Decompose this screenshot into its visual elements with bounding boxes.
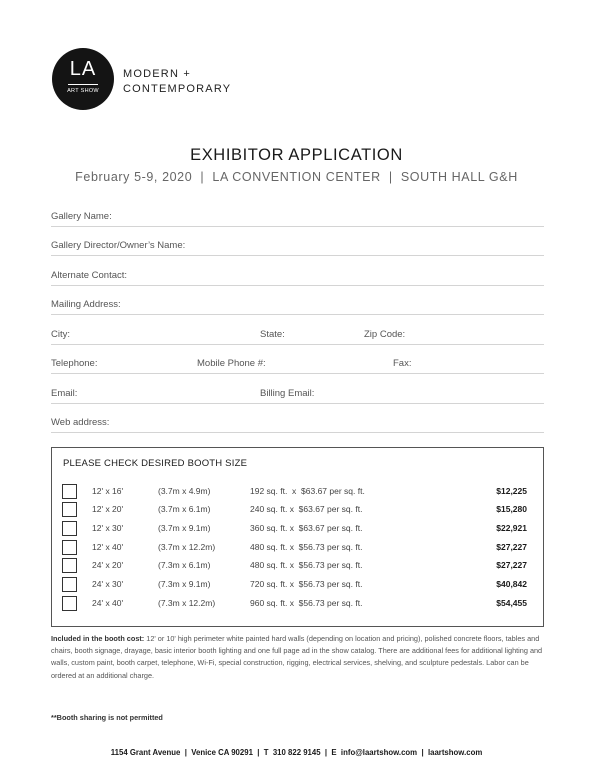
contact-footer: 1154 Grant Avenue | Venice CA 90291 | T 310 822 9145 | E info@laartshow.com | laartshow.com bbox=[110, 748, 483, 757]
gallery-name-field[interactable] bbox=[51, 207, 544, 227]
city-state-zip-row[interactable] bbox=[51, 325, 544, 345]
booth-price: $12,225 bbox=[496, 486, 527, 496]
booth-size-heading: PLEASE CHECK DESIRED BOOTH SIZE bbox=[63, 458, 248, 469]
alternate-contact-field[interactable] bbox=[51, 266, 544, 286]
telephone-label: Telephone: bbox=[51, 358, 98, 369]
logo-line-2: CONTEMPORARY bbox=[123, 83, 232, 95]
booth-area-rate: 480 sq. ft. x $56.73 per sq. ft. bbox=[250, 560, 363, 570]
logo-mark: LA bbox=[69, 58, 97, 80]
booth-option-row bbox=[62, 577, 527, 592]
logo-wordmark bbox=[123, 67, 231, 97]
gallery-director-label: Gallery Director/Owner’s Name: bbox=[51, 240, 186, 251]
booth-checkbox[interactable] bbox=[62, 596, 77, 611]
state-label: State: bbox=[260, 329, 285, 340]
city-label: City: bbox=[51, 329, 70, 340]
booth-area-rate: 240 sq. ft. x $63.67 per sq. ft. bbox=[250, 504, 363, 514]
booth-metric-size: (3.7m x 4.9m) bbox=[158, 486, 211, 496]
booth-size-section bbox=[51, 447, 544, 627]
booth-size: 12' x 16' bbox=[92, 486, 124, 496]
booth-size: 12' x 20' bbox=[92, 504, 124, 514]
booth-size: 24' x 20' bbox=[92, 560, 124, 570]
web-address-label: Web address: bbox=[51, 417, 110, 428]
phone-row[interactable] bbox=[51, 354, 544, 374]
page-title: EXHIBITOR APPLICATION bbox=[190, 146, 403, 164]
booth-area-rate: 480 sq. ft. x $56.73 per sq. ft. bbox=[250, 542, 363, 552]
booth-checkbox[interactable] bbox=[62, 540, 77, 555]
booth-metric-size: (7.3m x 12.2m) bbox=[158, 598, 216, 608]
gallery-director-field[interactable] bbox=[51, 236, 544, 256]
gallery-name-label: Gallery Name: bbox=[51, 211, 112, 222]
logo-subtext: ART SHOW bbox=[67, 88, 99, 94]
booth-option-row bbox=[62, 540, 527, 555]
included-text: 12' or 10' high perimeter white painted hard walls (depending on location and pricing), polished concrete floors, tables and chairs, booth signage, drayage, basic interior booth lighting and one full page ad in the show catalog. There are additional fees for additional lighting and walls, custom paint, booth carpet, telephone, Wi-Fi, special construction, rigging, electrical services, shelving, and sculpture pedestals. Labor can be ordered at an additional charge. bbox=[51, 634, 543, 680]
booth-option-row bbox=[62, 558, 527, 573]
booth-price: $27,227 bbox=[496, 542, 527, 552]
booth-checkbox[interactable] bbox=[62, 558, 77, 573]
mobile-phone-label: Mobile Phone #: bbox=[197, 358, 266, 369]
booth-checkbox[interactable] bbox=[62, 502, 77, 517]
booth-area-rate: 192 sq. ft. x $63.67 per sq. ft. bbox=[250, 486, 365, 496]
booth-metric-size: (3.7m x 12.2m) bbox=[158, 542, 216, 552]
booth-metric-size: (7.3m x 9.1m) bbox=[158, 579, 211, 589]
email-label: Email: bbox=[51, 388, 78, 399]
booth-area-rate: 360 sq. ft. x $63.67 per sq. ft. bbox=[250, 523, 363, 533]
booth-sharing-note: **Booth sharing is not permitted bbox=[51, 713, 163, 722]
logo-divider bbox=[68, 84, 98, 85]
booth-price: $27,227 bbox=[496, 560, 527, 570]
booth-checkbox[interactable] bbox=[62, 577, 77, 592]
billing-email-label: Billing Email: bbox=[260, 388, 315, 399]
booth-option-row bbox=[62, 596, 527, 611]
fax-label: Fax: bbox=[393, 358, 412, 369]
booth-price: $15,280 bbox=[496, 504, 527, 514]
booth-checkbox[interactable] bbox=[62, 484, 77, 499]
logo-line-1: MODERN + bbox=[123, 68, 191, 80]
alternate-contact-label: Alternate Contact: bbox=[51, 270, 128, 281]
booth-area-rate: 960 sq. ft. x $56.73 per sq. ft. bbox=[250, 598, 363, 608]
la-art-show-logo bbox=[52, 48, 114, 110]
booth-price: $40,842 bbox=[496, 579, 527, 589]
booth-option-row bbox=[62, 502, 527, 517]
included-label: Included in the booth cost: bbox=[51, 634, 145, 643]
email-row[interactable] bbox=[51, 384, 544, 404]
included-in-booth-cost bbox=[51, 633, 545, 682]
booth-option-row bbox=[62, 521, 527, 536]
booth-price: $54,455 bbox=[496, 598, 527, 608]
booth-metric-size: (3.7m x 9.1m) bbox=[158, 523, 211, 533]
booth-size: 12' x 30' bbox=[92, 523, 124, 533]
booth-size: 24' x 30' bbox=[92, 579, 124, 589]
booth-size: 24' x 40' bbox=[92, 598, 124, 608]
booth-option-row bbox=[62, 484, 527, 499]
zip-code-label: Zip Code: bbox=[364, 329, 406, 340]
booth-area-rate: 720 sq. ft. x $56.73 per sq. ft. bbox=[250, 579, 363, 589]
event-subtitle: February 5-9, 2020 | LA CONVENTION CENTER | SOUTH HALL G&H bbox=[75, 170, 518, 184]
booth-size: 12' x 40' bbox=[92, 542, 124, 552]
booth-metric-size: (3.7m x 6.1m) bbox=[158, 504, 211, 514]
booth-checkbox[interactable] bbox=[62, 521, 77, 536]
mailing-address-field[interactable] bbox=[51, 295, 544, 315]
mailing-address-label: Mailing Address: bbox=[51, 299, 121, 310]
web-address-field[interactable] bbox=[51, 413, 544, 433]
booth-price: $22,921 bbox=[496, 523, 527, 533]
booth-metric-size: (7.3m x 6.1m) bbox=[158, 560, 211, 570]
